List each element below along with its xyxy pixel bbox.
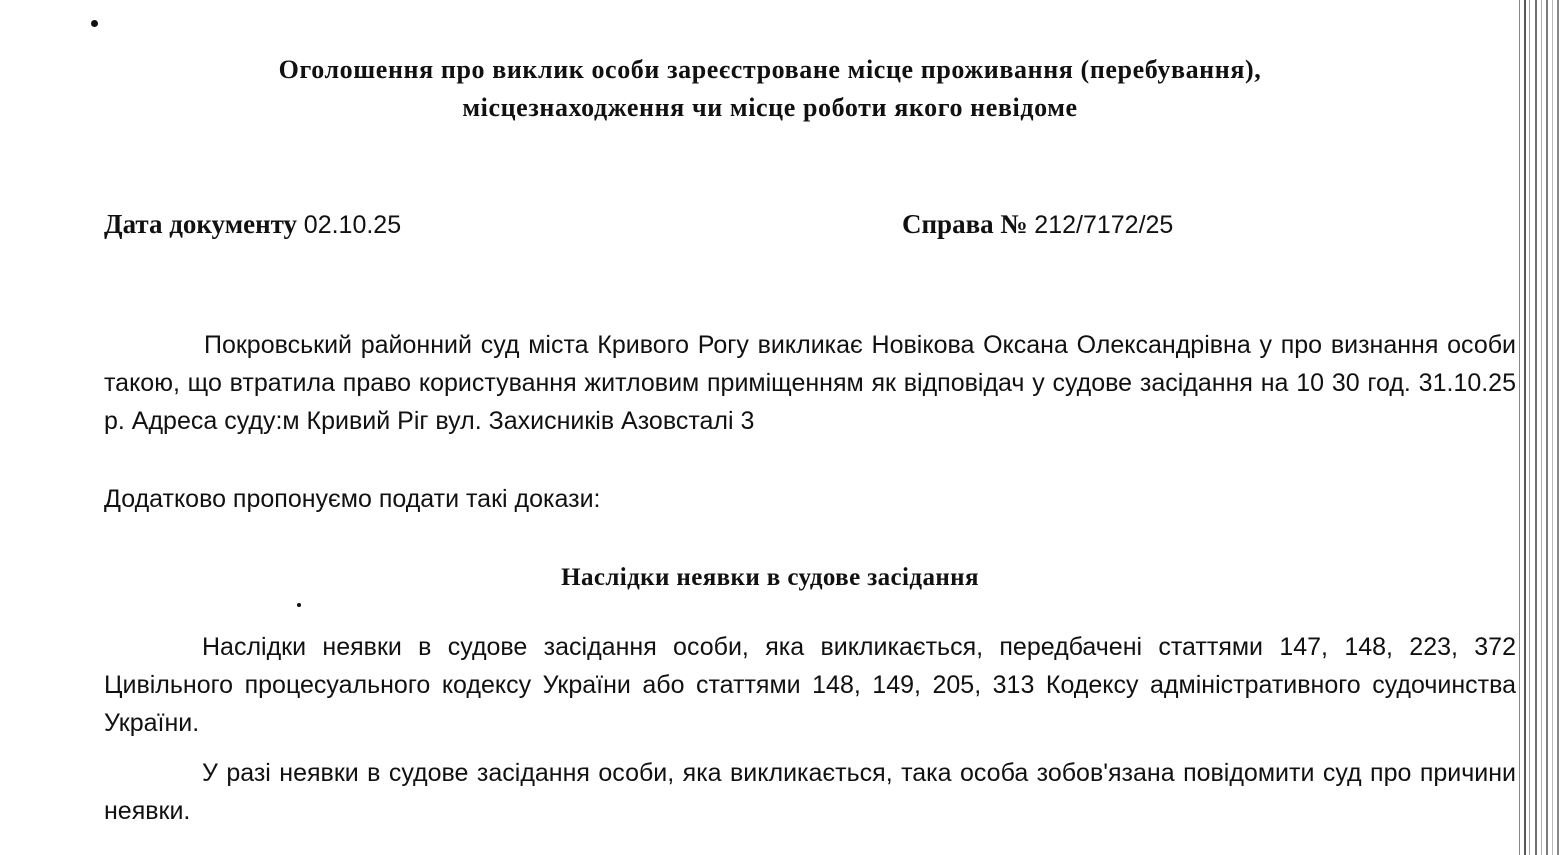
consequences-paragraph-2 [104,754,1516,830]
consequences-paragraph-1 [104,628,1516,742]
document-date [104,206,401,243]
summons-text: Покровський районний суд міста Кривого Рогу викликає Новікова Оксана Олександрівна у про визнання особи такою, що втратила право користування житловим приміщенням як відповідач у судове засідання на 10 30 год. 31.10.25 р. Адреса суду:м Кривий Ріг вул. Захисників Азовсталі 3 [104,331,1516,435]
case-number [902,206,1173,243]
scan-speck [91,20,98,27]
document-date-value: 02.10.25 [303,211,402,239]
additional-evidence-line: Додатково пропонуємо подати такі докази: [104,485,601,513]
notice-title-line-1: Оголошення про виклик особи зареєстроване місце проживання (перебування), [278,55,1262,84]
notice-title-line-2: місцезнаходження чи місце роботи якого невідоме [462,93,1078,122]
consequences-heading: Наслідки неявки в судове засідання [561,564,979,591]
summons-paragraph [104,326,1516,440]
consequences-text-2: У разі неявки в судове засідання особи, яка викликається, така особа зобов'язана повідомити суд про причини неявки. [104,759,1516,825]
scan-speck [297,603,301,607]
document-date-label: Дата документу [104,209,298,239]
consequences-text-1: Наслідки неявки в судове засідання особи, яка викликається, передбачені статтями 147, 148, 223, 372 Цивільного процесуального кодексу України або статтями 148, 149, 205, 313 Кодексу адміністративного судочинства України. [104,633,1516,737]
case-number-value: 212/7172/25 [1034,211,1174,239]
case-number-label: Справа № [902,209,1028,239]
scan-edge-artifact [1515,0,1561,855]
